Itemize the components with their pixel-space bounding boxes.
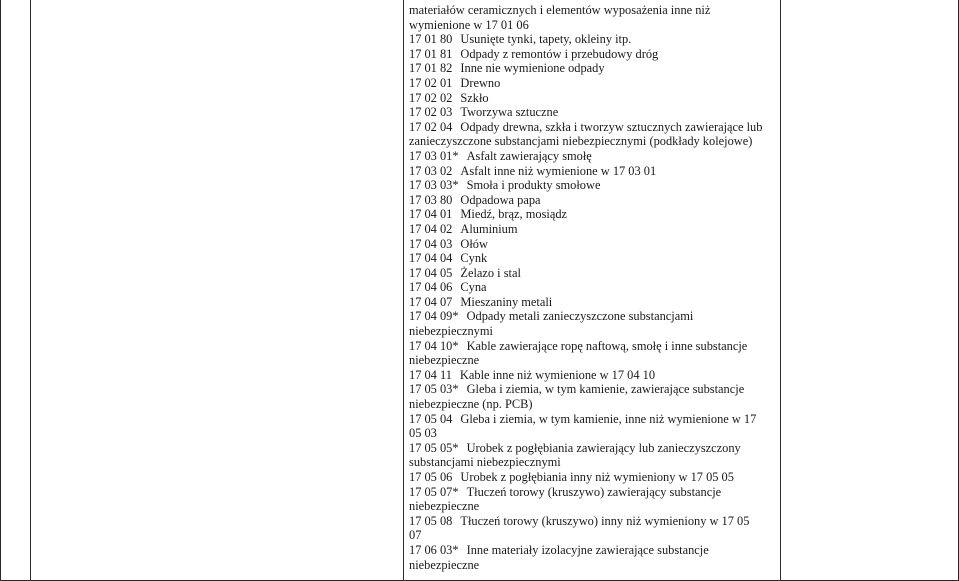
waste-description: Kable inne niż wymienione w 17 04 10 — [459, 367, 656, 382]
list-item — [409, 237, 779, 252]
waste-code: 17 01 80 — [409, 32, 453, 47]
waste-description: substancjami niebezpiecznymi — [409, 455, 561, 470]
list-item — [409, 280, 779, 295]
list-item — [409, 514, 779, 529]
waste-code: 17 04 10* — [409, 338, 459, 353]
waste-description: Inne nie wymienione odpady — [460, 61, 605, 76]
waste-code: 17 04 06 — [409, 280, 453, 295]
waste-description: materiałów ceramicznych i elementów wyposażenia inne niż — [409, 3, 711, 17]
list-item — [409, 193, 779, 208]
waste-description: Cynk — [460, 251, 488, 266]
waste-code: 17 04 11 — [409, 367, 452, 382]
list-item — [409, 178, 779, 193]
list-item — [409, 266, 779, 281]
table-column-divider — [403, 0, 404, 581]
waste-description: Odpadowa papa — [460, 192, 541, 207]
waste-description: Tworzywa sztuczne — [460, 105, 559, 120]
list-item — [409, 353, 779, 368]
list-item — [409, 105, 779, 120]
waste-description: Aluminium — [460, 221, 518, 236]
list-item — [409, 164, 779, 179]
waste-code: 17 02 04 — [409, 119, 453, 134]
list-item — [409, 251, 779, 266]
list-item — [409, 455, 779, 470]
list-item — [409, 528, 779, 543]
table-column-divider — [780, 0, 781, 581]
waste-description: Szkło — [460, 90, 489, 105]
waste-description: zanieczyszczone substancjami niebezpiecznymi (podkłady kolejowe) — [409, 134, 753, 149]
waste-description: Urobek z pogłębiania inny niż wymieniony w 17 05 05 — [460, 470, 734, 484]
waste-code: 17 06 03* — [409, 542, 459, 557]
waste-code: 17 05 05* — [409, 440, 459, 455]
list-item — [409, 485, 779, 500]
waste-code: 17 04 07 — [409, 294, 453, 309]
list-item — [409, 61, 779, 76]
list-item — [409, 309, 779, 324]
waste-code: 17 05 04 — [409, 411, 453, 426]
waste-code: 17 04 09* — [409, 309, 459, 324]
list-item — [409, 18, 779, 33]
waste-description: Tłuczeń torowy (kruszywo) zawierający substancje — [466, 484, 722, 499]
waste-code: 17 05 07* — [409, 484, 459, 499]
waste-code: 17 04 03 — [409, 236, 453, 251]
list-item — [409, 222, 779, 237]
waste-code: 17 04 04 — [409, 251, 453, 266]
waste-code: 17 02 02 — [409, 90, 453, 105]
list-item — [409, 339, 779, 354]
table-border-left — [0, 0, 1, 581]
list-item — [409, 32, 779, 47]
waste-code: 17 04 05 — [409, 265, 453, 280]
list-item — [409, 441, 779, 456]
waste-description: Smoła i produkty smołowe — [466, 178, 601, 193]
list-item — [409, 134, 779, 149]
waste-code: 17 01 82 — [409, 61, 453, 76]
waste-description: 07 — [409, 528, 422, 543]
waste-description: Mieszaniny metali — [460, 294, 553, 309]
waste-description: Asfalt inne niż wymienione w 17 03 01 — [460, 163, 657, 178]
list-item — [409, 543, 779, 558]
list-item — [409, 295, 779, 310]
list-item — [409, 368, 779, 383]
waste-code: 17 01 81 — [409, 46, 453, 61]
waste-code: 17 04 01 — [409, 207, 453, 222]
waste-code: 17 05 06 — [409, 470, 453, 484]
waste-description: Gleba i ziemia, w tym kamienie, zawierające substancje — [466, 382, 745, 397]
list-item — [409, 499, 779, 514]
waste-description: Odpady z remontów i przebudowy dróg — [460, 46, 659, 61]
waste-description: Urobek z pogłębiania zawierający lub zanieczyszczony — [466, 440, 741, 455]
waste-description: Kable zawierające ropę naftową, smołę i inne substancje — [466, 338, 748, 353]
list-item — [409, 91, 779, 106]
waste-description: niebezpieczne — [409, 557, 480, 572]
waste-description: Tłuczeń torowy (kruszywo) inny niż wymieniony w 17 05 — [460, 513, 750, 528]
waste-description: 05 03 — [409, 426, 437, 441]
list-item — [409, 470, 779, 485]
list-item — [409, 324, 779, 339]
waste-description: Żelazo i stal — [460, 265, 521, 280]
waste-code: 17 03 80 — [409, 192, 453, 207]
waste-code: 17 03 02 — [409, 163, 453, 178]
waste-code: 17 05 03* — [409, 382, 459, 397]
waste-description: Asfalt zawierający smołę — [466, 148, 592, 163]
waste-description: niebezpieczne — [409, 499, 480, 514]
waste-description: Odpady metali zanieczyszczone substancjami — [466, 309, 694, 324]
list-item — [409, 149, 779, 164]
waste-description: wymienione w 17 01 06 — [409, 17, 529, 32]
waste-description: Ołów — [460, 236, 488, 251]
waste-description: Odpady drewna, szkła i tworzyw sztucznych zawierające lub — [460, 119, 763, 134]
list-item — [409, 382, 779, 397]
waste-code-list — [409, 3, 779, 572]
waste-code: 17 03 01* — [409, 148, 459, 163]
list-item — [409, 426, 779, 441]
waste-description: Miedź, brąz, mosiądz — [460, 207, 568, 222]
waste-code: 17 04 02 — [409, 221, 453, 236]
waste-description: niebezpieczne (np. PCB) — [409, 397, 533, 412]
waste-description: Usunięte tynki, tapety, okleiny itp. — [460, 32, 632, 47]
waste-description: niebezpiecznymi — [409, 324, 493, 339]
list-item — [409, 207, 779, 222]
list-item — [409, 412, 779, 427]
list-item — [409, 3, 779, 18]
waste-description: Gleba i ziemia, w tym kamienie, inne niż wymienione w 17 — [460, 411, 757, 426]
list-item — [409, 558, 779, 573]
list-item — [409, 397, 779, 412]
waste-description: niebezpieczne — [409, 353, 480, 368]
list-item — [409, 47, 779, 62]
waste-code: 17 02 03 — [409, 105, 453, 120]
waste-code: 17 05 08 — [409, 513, 453, 528]
waste-description: Drewno — [460, 75, 501, 90]
list-item — [409, 120, 779, 135]
list-item — [409, 76, 779, 91]
waste-description: Cyna — [460, 280, 487, 295]
waste-code: 17 02 01 — [409, 75, 453, 90]
table-column-divider — [30, 0, 31, 581]
waste-description: Inne materiały izolacyjne zawierające substancje — [466, 542, 709, 557]
waste-code: 17 03 03* — [409, 178, 459, 193]
